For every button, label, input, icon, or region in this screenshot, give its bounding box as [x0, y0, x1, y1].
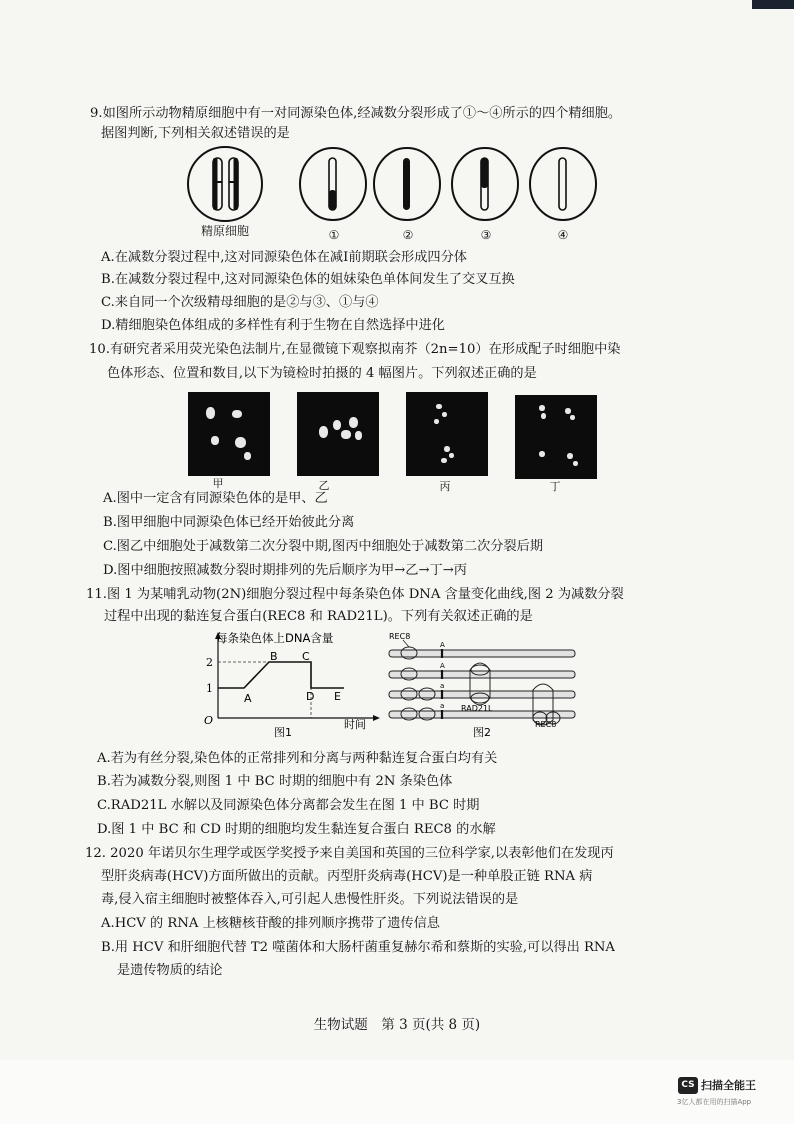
fig1-point-a: A: [244, 692, 252, 705]
fig1-point-c: C: [302, 650, 310, 663]
fig1-ylabel: 每条染色体上DNA含量: [216, 631, 334, 645]
q9-stem-line2: 据图判断,下列相关叙述错误的是: [101, 126, 290, 141]
q11-stem-line2: 过程中出现的黏连复合蛋白(REC8 和 RAD21L)。下列有关叙述正确的是: [104, 609, 533, 624]
q10-stem-line2: 色体形态、位置和数目,以下为镜检时拍摄的 4 幅图片。下列叙述正确的是: [107, 366, 537, 381]
fig2-rec8-top: REC8: [389, 632, 411, 641]
q11-option-b: B.若为减数分裂,则图 1 中 BC 时期的细胞中有 2N 条染色体: [97, 774, 453, 789]
label-spermatogonium: 精原细胞: [200, 224, 249, 238]
fig1-origin: O: [204, 714, 214, 727]
camscanner-tagline: 3亿人都在用的扫描App: [677, 1098, 752, 1106]
camscanner-name: 扫描全能王: [701, 1079, 756, 1092]
label-bing: 丙: [439, 480, 451, 493]
q9-stem-line1: 9.如图所示动物精原细胞中有一对同源染色体,经减数分裂形成了①～④所示的四个精细胞。: [90, 106, 622, 121]
q11-option-d: D.图 1 中 BC 和 CD 时期的细胞均发生黏连复合蛋白 REC8 的水解: [97, 822, 496, 837]
q12-stem-line2: 型肝炎病毒(HCV)方面所做出的贡献。丙型肝炎病毒(HCV)是一种单股正链 RNA 病: [101, 869, 593, 884]
spermatogonium-cell: [188, 147, 262, 221]
q12-option-b-cont: 是遗传物质的结论: [117, 963, 223, 978]
camscanner-logo-icon: CS: [678, 1077, 698, 1094]
fig2-allele-2: A: [440, 662, 445, 670]
fig2-caption: 图2: [473, 726, 491, 739]
label-yi: 乙: [318, 479, 330, 492]
fig2-allele-1: A: [440, 641, 445, 649]
fig2-allele-3: a: [440, 682, 445, 690]
fig2-rec8-bottom: REC8: [535, 720, 557, 729]
fig1-caption: 图1: [274, 726, 292, 739]
q12-option-a: A.HCV 的 RNA 上核糖核苷酸的排列顺序携带了遗传信息: [101, 916, 440, 931]
q10-option-a: A.图中一定含有同源染色体的是甲、乙: [103, 491, 328, 506]
label-ding: 丁: [549, 480, 561, 493]
q10-option-b: B.图甲细胞中同源染色体已经开始彼此分离: [103, 515, 355, 530]
q9-option-a: A.在减数分裂过程中,这对同源染色体在减Ⅰ前期联会形成四分体: [101, 250, 467, 265]
q12-stem-line1: 12. 2020 年诺贝尔生理学或医学奖授予来自美国和英国的三位科学家,以表彰他们在发现丙: [85, 846, 614, 861]
label-1: ①: [328, 228, 340, 242]
q11-stem-line1: 11.图 1 为某哺乳动物(2N)细胞分裂过程中每条染色体 DNA 含量变化曲线,图 2 为减数分裂: [86, 587, 624, 602]
label-3: ③: [480, 228, 492, 242]
q12-option-b: B.用 HCV 和肝细胞代替 T2 噬菌体和大肠杆菌重复赫尔希和蔡斯的实验,可以得出 RNA: [101, 940, 615, 955]
q12-stem-line3: 毒,侵入宿主细胞时被整体吞入,可引起人患慢性肝炎。下列说法错误的是: [101, 892, 519, 907]
q9-option-b: B.在减数分裂过程中,这对同源染色体的姐妹染色单体间发生了交叉互换: [101, 272, 515, 287]
sperm-cell-3: [452, 148, 518, 220]
figure-1-dna-curve: [196, 630, 386, 740]
dna-curve-line: [218, 662, 344, 688]
q10-option-c: C.图乙中细胞处于减数第二次分裂中期,图丙中细胞处于减数第二次分裂后期: [103, 539, 544, 554]
fig1-xlabel: 时间: [344, 718, 366, 731]
q10-stem-line1: 10.有研究者采用荧光染色法制片,在显微镜下观察拟南芥（2n=10）在形成配子时细胞中染: [89, 342, 621, 357]
sperm-cell-1: [300, 148, 366, 220]
fig1-point-b: B: [270, 650, 278, 663]
fig2-allele-4: a: [440, 702, 445, 710]
sperm-cell-2: [374, 148, 440, 220]
q11-option-c: C.RAD21L 水解以及同源染色体分离都会发生在图 1 中 BC 时期: [97, 798, 480, 813]
fig1-ytick-2: 2: [206, 656, 213, 669]
fig1-point-d: D: [306, 690, 315, 703]
micrograph-yi: [297, 392, 379, 476]
label-4: ④: [557, 228, 569, 242]
q9-option-d: D.精细胞染色体组成的多样性有利于生物在自然选择中进化: [101, 318, 445, 333]
q9-cell-diagram: [185, 144, 605, 226]
corner-mark: [752, 0, 794, 9]
page-footer: 生物试题 第 3 页(共 8 页): [313, 1017, 481, 1033]
micrograph-bing: [406, 392, 488, 476]
label-2: ②: [402, 228, 414, 242]
fig2-rad21l: RAD21L: [461, 704, 493, 713]
micrograph-ding: [515, 395, 597, 479]
label-jia: 甲: [212, 477, 224, 490]
micrograph-jia: [188, 392, 270, 476]
fig1-ytick-1: 1: [206, 682, 213, 695]
fig1-point-e: E: [334, 690, 341, 703]
figure-2-cohesin: [385, 630, 580, 740]
sperm-cell-4: [530, 148, 596, 220]
q11-option-a: A.若为有丝分裂,染色体的正常排列和分离与两种黏连复合蛋白均有关: [97, 751, 498, 766]
q9-option-c: C.来自同一个次级精母细胞的是②与③、①与④: [101, 295, 379, 310]
q10-option-d: D.图中细胞按照减数分裂时期排列的先后顺序为甲→乙→丁→丙: [103, 563, 467, 578]
